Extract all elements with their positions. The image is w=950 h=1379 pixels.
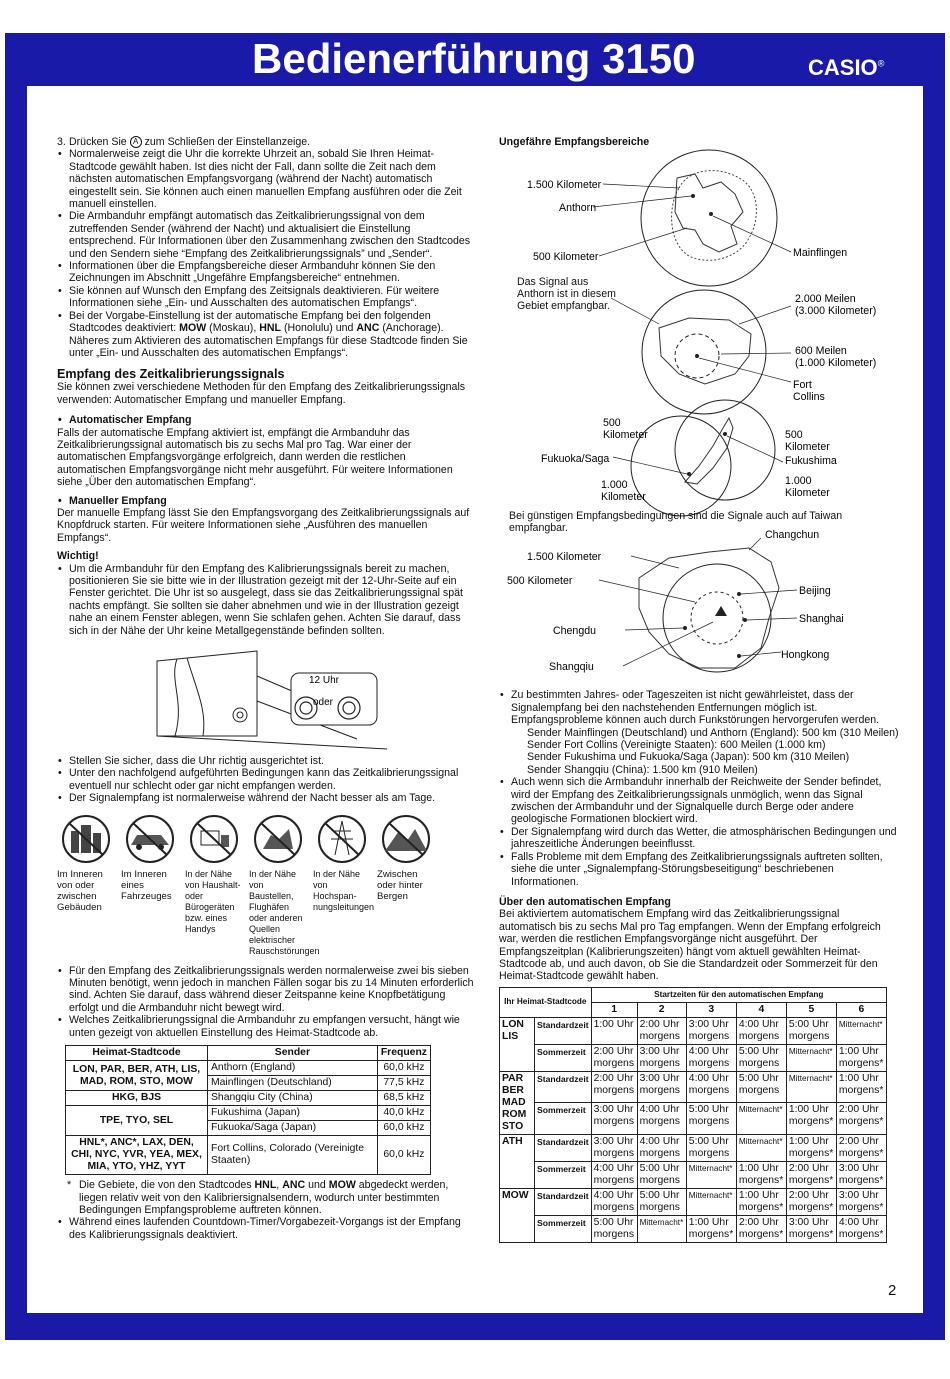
bullet-distances: • Zu bestimmten Jahres- oder Tageszeiten ist nicht gewährleistet, dass der Signalempfang bei den nachstehenden Entfernungen möglich ist. Empfangsprobleme können auch durch Funkstörungen hervorgerufen werden. [499,689,899,726]
cell-time: 4:00 Uhr morgens [736,1017,786,1044]
cell-time: 3:00 Uhr morgens* [836,1188,886,1215]
label-12-uhr: 12 Uhr [309,675,340,687]
taiwan-note: Bei günstigen Empfangsbedingungen sind die Signale auch auf Taiwan empfangbar. [509,510,843,535]
label-500b-unit: Kilometer [785,441,830,454]
cell-time: Mitternacht* [637,1215,686,1242]
code-anc: ANC [282,1179,306,1192]
construction-icon [249,813,307,865]
bullet-item: • Für den Empfang des Zeitkalibrierungssignals werden normalerweise zwei bis sieben Minuten benötigt, wenn jedoch in manchen Fällen sogar bis zu 14 Minuten erforderlich sind. Achten Sie darauf, dass während dieser Zeitspanne keine Knopfbetätigung erfolgt und die Armbanduhr nicht bewegt wird. [57,965,475,1015]
window-illustration [57,641,475,753]
cell-city: HNL*, ANC*, LAX, DEN, CHI, NYC, YVR, YEA, MEX, MIA, YTO, YHZ, YYT [66,1136,208,1175]
col-header: 5 [786,1002,836,1017]
cell-time: 2:00 Uhr morgens [637,1017,686,1044]
th-start-times: Startzeiten für den automatischen Empfang [591,987,886,1002]
cell-time: 5:00 Uhr morgens [591,1215,637,1242]
label-fort: Fort [793,379,812,392]
cell-time: 4:00 Uhr morgens [591,1188,637,1215]
cell-city: TPE, TYO, SEL [66,1106,208,1136]
interference-label: Zwischen oder hinter Bergen [377,868,423,902]
label-1000b: 1.000 [785,475,812,488]
label-1000a-unit: Kilometer [601,491,646,504]
cell-time-type: Sommerzeit [535,1161,592,1188]
code-hnl: HNL [259,322,281,335]
bullet-item: • Welches Zeitkalibrierungssignal die Armbanduhr zu empfangen versucht, hängt wie unten gezeigt von aktuellen Einstellung des Heimat-Stadtcode ab. [57,1014,475,1039]
window-shape [157,651,257,736]
bullet-item: • Normalerweise zeigt die Uhr die korrekte Uhrzeit an, sobald Sie Ihren Heimat-Stadtcode gewählt haben. Ist dies nicht der Fall, dann sollte die Zeit nach dem nächsten automatischen Empfangsvorgang (während der Nacht) automatisch eingestellt sein. Sie können auch einen manuellen Empfang ausführen oder die Zeit manuell einstellen. [57,148,475,210]
cell-city: PAR BER MAD ROM STO [500,1071,535,1134]
cell-time: Mitternacht* [686,1161,736,1188]
content-area [27,86,923,1313]
cell-sender: Shangqiu City (China) [208,1091,378,1106]
cell-freq: 77,5 kHz [377,1076,430,1091]
sender-range-item: Sender Mainflingen (Deutschland) und Anthorn (England): 500 km (310 Meilen) [527,726,899,739]
cell-freq: 60,0 kHz [377,1121,430,1136]
cell-time: 4:00 Uhr morgens [686,1044,736,1071]
cell-time: 4:00 Uhr morgens [637,1103,686,1135]
cell-sender: Fort Collins, Colorado (Vereinigte Staaten) [208,1136,378,1175]
table-row [500,1071,887,1103]
time-bullets [57,965,475,1039]
cell-time: 2:00 Uhr morgens* [736,1215,786,1242]
step-3 [57,136,475,148]
page-number: 2 [888,1282,897,1299]
cell-time: 1:00 Uhr morgens* [686,1215,736,1242]
cell-city: HKG, BJS [66,1091,208,1106]
cell-time: 3:00 Uhr morgens* [836,1161,886,1188]
para-empfang: Sie können zwei verschiedene Methoden für den Empfang des Zeitkalibrierungssignals verwenden: Automatischer Empfang und manueller Empfang. [57,381,466,406]
bullet-item: • Informationen über die Empfangsbereiche dieser Armbanduhr können Sie den Zeichnungen im Abschnitt „Ungefähre Empfangsbereiche“ entnehmen. [57,260,475,285]
text: (Honolulu) und [283,322,354,335]
cell-time-type: Standardzeit [535,1071,592,1103]
cell-time: 3:00 Uhr morgens [591,1103,637,1135]
interference-label: In der Nähe von Hochspan-nungsleitungen [313,868,375,912]
step-text-post: zum Schließen der Einstellanzeige. [144,136,311,148]
bullet-item: • Auch wenn sich die Armbanduhr innerhalb der Reichweite der Sender befindet, wird der Empfang des Zeitkalibrierungssignals unmöglich, wenn das Signal zwischen der Armbanduhr und der Signalquelle durch Berge oder andere geologische Formationen blockiert wird. [499,776,899,826]
label-500km-cn: 500 Kilometer [507,575,573,588]
cell-time: Mitternacht* [686,1188,736,1215]
step-number: 3. [57,136,66,148]
cell-time: 1:00 Uhr morgens* [786,1103,836,1135]
code-hnl: HNL [254,1179,277,1192]
interference-label: Im Inneren von oder zwischen Gebäuden [57,868,103,913]
interference-icons [57,813,475,865]
cell-time: Mitternacht* [736,1103,786,1135]
label-500a: 500 [603,417,621,430]
col-header: 6 [836,1002,886,1017]
logo-text: CASIO [808,55,878,80]
cell-city: LON LIS [500,1017,535,1071]
cell-time: 4:00 Uhr morgens [637,1134,686,1161]
cell-time: 1:00 Uhr morgens* [736,1161,786,1188]
cell-time-type: Sommerzeit [535,1215,592,1242]
label-600mi: 600 Meilen [795,345,847,358]
para-auto: Falls der automatische Empfang aktiviert ist, empfängt die Armbanduhr das Zeitkalibrierungssignal automatisch bis zu sechs Mal pro Tag. War einer der automatischen Empfangsvorgänge erfolgreich, dann werden die restlichen automatischen Empfangsvorgänge nicht mehr ausgeführt. Für weitere Informationen siehe „Über den automatischen Empfang“. [57,426,453,489]
bullet-countdown: • Während eines laufenden Countdown-Timer/Vorgabezeit-Vorgangs ist der Empfang des Kalibrierungssignals deaktiviert. [57,1216,475,1241]
page-title: Bedienerführung 3150 [252,35,696,82]
code-mow: MOW [328,1179,356,1192]
label-beijing: Beijing [799,585,831,598]
right-column [499,136,899,1243]
condition-bullets [57,755,475,805]
interference-labels [57,869,475,957]
schedule-table [499,987,887,1243]
label-oder: oder [313,697,334,709]
cell-city: ATH [500,1134,535,1188]
appliance-icon [185,813,243,865]
heading-bereiche: Ungefähre Empfangsbereiche [499,136,650,148]
power-line-icon [313,813,371,865]
cell-freq: 68,5 kHz [377,1091,430,1106]
label-500a-unit: Kilometer [603,429,648,442]
curtain-shape [175,659,179,736]
label-1000km: (1.000 Kilometer) [795,357,877,370]
label-hongkong: Hongkong [781,649,830,662]
cell-time: 1:00 Uhr morgens* [836,1071,886,1103]
cell-time: 5:00 Uhr morgens [736,1044,786,1071]
europe-map [527,150,847,286]
label-1500km-cn: 1.500 Kilometer [527,551,602,564]
cell-time: 3:00 Uhr morgens [591,1134,637,1161]
cell-time: 1:00 Uhr morgens* [836,1044,886,1071]
bullet-item: • Der Signalempfang ist normalerweise während der Nacht besser als am Tage. [57,792,475,804]
table-row [500,1103,887,1135]
cell-time: 5:00 Uhr morgens [637,1188,686,1215]
col-header: 1 [591,1002,637,1017]
watch-small-icon [233,708,247,722]
th-freq: Frequenz [377,1046,430,1061]
cell-time: 2:00 Uhr morgens* [836,1103,886,1135]
th-home-city: Ihr Heimat-Stadtcode [500,987,592,1017]
cell-time: 5:00 Uhr morgens [686,1134,736,1161]
cell-time: Mitternacht* [836,1017,886,1044]
bullet-item: • Der Signalempfang wird durch das Wetter, die atmosphärischen Bedingungen und jahreszeitliche Änderungen beeinflusst. [499,826,899,851]
label-mainflingen: Mainflingen [793,247,848,260]
heading-auto: • Automatischer Empfang [57,414,475,426]
car-icon [121,813,179,865]
logo-mark: ® [877,58,885,69]
table-row [66,1061,431,1076]
text: und [308,1179,326,1192]
code-anc: ANC [356,322,380,335]
cell-freq: 40,0 kHz [377,1106,430,1121]
mountain-icon [377,813,435,865]
bullet-wichtig: • Um die Armbanduhr für den Empfang des Kalibrierungssignals bereit zu machen, positionieren Sie sie bitte wie in der Illustration gezeigt mit der 12-Uhr-Seite auf ein Fenster gerichtet. Die Uhr ist so ausgelegt, dass sie das Zeitkalibrierungssignal spät nachts empfängt. Sie sollten sie daher abnehmen und wie in der Illustration gezeigt nahe an einem Fenster ablegen, wenn Sie schlafen gehen. Achten Sie darauf, dass sich in der Nähe der Uhr keine Metallgegenstände befinden sollten. [57,563,475,637]
a-button-icon: A [130,136,142,148]
cell-time: 4:00 Uhr morgens [591,1161,637,1188]
cell-time-type: Standardzeit [535,1134,592,1161]
cell-time-type: Standardzeit [535,1017,592,1044]
table-row [500,1044,887,1071]
label-2000mi: 2.000 Meilen [795,293,856,306]
building-icon [57,813,115,865]
cell-city: MOW [500,1188,535,1242]
bullet-item: • Sie können auf Wunsch den Empfang des Zeitsignals deaktivieren. Für weitere Informationen siehe „Ein- und Ausschalten des automatischen Empfangs“. [57,285,475,310]
label-changchun: Changchun [765,529,820,542]
label-collins: Collins [793,391,825,404]
bullet-item: • Die Armbanduhr empfängt automatisch das Zeitkalibrierungssignal von dem zutreffenden Sender (während der Nacht) und aktualisiert die Einstellung entsprechend. Für Informationen über den Zusammenhang zwischen den Stadtcodes und den Sendern siehe “Empfang des Zeitkalibrierungssignals” und „Sender“. [57,210,475,260]
col-header: 2 [637,1002,686,1017]
bullet-item: • Unter den nachfolgend aufgeführten Bedingungen kann das Zeitkalibrierungssignal eventuell nur schlecht oder gar nicht empfangen werden. [57,767,475,792]
bullet-disabled-codes [57,310,475,360]
footnote-mark: * [67,1179,72,1192]
cell-time: 5:00 Uhr morgens [786,1017,836,1044]
table-row [66,1136,431,1175]
sender-range-item: Sender Fukushima und Fukuoka/Saga (Japan): 500 km (310 Meilen) [527,751,850,764]
col-header: 3 [686,1002,736,1017]
us-map [517,276,876,414]
label-500b: 500 [785,429,803,442]
text: , [276,1179,280,1192]
cell-time: 2:00 Uhr morgens* [836,1134,886,1161]
cell-time: 5:00 Uhr morgens [736,1071,786,1103]
reception-bullets [499,776,899,888]
text: Die Gebiete, die von den Stadtcodes [79,1179,252,1192]
label-fukushima: Fukushima [785,455,837,468]
label-500km: 500 Kilometer [533,251,599,264]
label-anthorn-note: Das Signal aus Anthorn ist in diesem Gebiet empfangbar. [517,276,616,313]
intro-bullets [57,148,475,309]
cell-sender: Anthorn (England) [208,1061,378,1076]
interference-label: Im Inneren eines Fahrzeuges [121,868,172,902]
heading-wichtig: Wichtig! [57,550,99,563]
reception-maps [499,148,899,693]
label-1000b-unit: Kilometer [785,487,830,500]
para-auto-empfang: Bei aktiviertem automatischem Empfang wird das Zeitkalibrierungssignal automatisch bis zu sechs Mal pro Tag empfangen. Wenn der Empfang erfolgreich war, werden die restlichen Empfangsvorgänge nicht ausgeführt. Der Empfangszeitplan (Kalibrierungszeiten) hängt vom aktuell gewählten Heimat-Stadtcode ab, und auch davon, ob Sie die Standardzeit oder Sommerzeit für den Heimat-Stadtcode gewählt haben. [499,908,881,983]
label-anthorn: Anthorn [559,202,597,215]
para-manual: Der manuelle Empfang lässt Sie den Empfangsvorgang des Zeitkalibrierungssignals auf Knopfdruck starten. Für weitere Informationen siehe „Ausführen des manuellen Empfangs“. [57,506,470,544]
th-sender: Sender [208,1046,378,1061]
heading-empfang: Empfang des Zeitkalibrierungssignals [57,367,285,382]
cell-time-type: Sommerzeit [535,1103,592,1135]
schedule-body [500,1017,887,1242]
cell-sender: Fukushima (Japan) [208,1106,378,1121]
cell-time: 4:00 Uhr morgens* [836,1215,886,1242]
footnote [57,1179,475,1216]
japan-map [541,400,837,516]
text: abgedeckt werden, liegen relativ weit von den Kalibriersignalsendern, wodurch unter bestimmten Bedingungen Empfangsprobleme auftreten können. [79,1179,449,1216]
cell-time-type: Sommerzeit [535,1044,592,1071]
cell-time: 5:00 Uhr morgens [637,1161,686,1188]
cell-sender: Fukuoka/Saga (Japan) [208,1121,378,1136]
table-row [500,1134,887,1161]
cell-time: Mitternacht* [736,1134,786,1161]
cell-freq: 60,0 kHz [377,1061,430,1076]
cell-time: 3:00 Uhr morgens [637,1071,686,1103]
china-map [507,529,844,673]
code-mow: MOW [179,322,207,335]
label-chengdu: Chengdu [553,625,597,638]
sender-range-item: Sender Fort Collins (Vereinigte Staaten): 600 Meilen (1.000 km) [527,739,826,752]
cell-time: 2:00 Uhr morgens* [786,1161,836,1188]
cell-time: 2:00 Uhr morgens* [786,1188,836,1215]
table-row [500,1161,887,1188]
cell-city: LON, PAR, BER, ATH, LIS, MAD, ROM, STO, MOW [66,1061,208,1091]
left-column [57,136,475,1241]
text: Bei der Vorgabe-Einstellung ist der automatische Empfang bei den folgenden Stadtcodes deaktiviert: [69,309,431,335]
table-row [500,1188,887,1215]
table-row [500,1017,887,1044]
col-header: 4 [736,1002,786,1017]
label-1500km: 1.500 Kilometer [527,179,602,192]
sender-range-item: Sender Shangqiu (China): 1.500 km (910 Meilen) [527,763,758,776]
interference-label: In der Nähe von Haushalt- oder Bürogeräten bzw. eines Handys [185,868,241,934]
heading-manual: • Manueller Empfang [57,495,475,507]
label-shanghai: Shanghai [799,613,844,626]
sender-ranges [499,727,899,777]
bullet-item: • Stellen Sie sicher, dass die Uhr richtig ausgerichtet ist. [57,755,475,767]
text: (Anchorage). Näheres zum Aktivieren des automatischen Empfangs für diese Stadtcode finden Sie unter „Ein- und Ausschalten des automatischen Empfangs“. [69,322,468,359]
casio-logo [808,55,884,81]
interference-label: In der Nähe von Baustellen, Flughäfen oder anderen Quellen elektrischer Rauschstörungen [249,868,320,956]
heading-auto-empfang: Über den automatischen Empfang [499,895,671,908]
cell-time-type: Standardzeit [535,1188,592,1215]
cell-time: 5:00 Uhr morgens [686,1103,736,1135]
cell-time: Mitternacht* [786,1071,836,1103]
cell-time: 1:00 Uhr [591,1017,637,1044]
cell-time: 2:00 Uhr morgens [591,1044,637,1071]
cell-time: 3:00 Uhr morgens [637,1044,686,1071]
cell-sender: Mainflingen (Deutschland) [208,1076,378,1091]
table-row [66,1091,431,1106]
cell-freq: 60,0 kHz [377,1136,430,1175]
text: (Moskau), [209,322,257,335]
label-1000a: 1.000 [601,479,628,492]
sender-table [65,1045,431,1175]
cell-time: 3:00 Uhr morgens* [786,1215,836,1242]
cell-time: 1:00 Uhr morgens* [786,1134,836,1161]
cell-time: 1:00 Uhr morgens* [736,1188,786,1215]
table-row [500,1215,887,1242]
bullet-item: • Falls Probleme mit dem Empfang des Zeitkalibrierungssignals auftreten sollten, siehe die unter „Signalempfang-Störungsbeseitigung“ beschriebenen Informationen. [499,851,899,888]
cell-time: 4:00 Uhr morgens [686,1071,736,1103]
cell-time: Mitternacht* [786,1044,836,1071]
label-3000km: (3.000 Kilometer) [795,305,877,318]
label-shangqiu: Shangqiu [549,661,594,674]
step-text-pre: Drücken Sie [69,136,127,148]
label-fukuoka: Fukuoka/Saga [541,453,610,466]
table-row [66,1106,431,1121]
cell-time: 3:00 Uhr morgens [686,1017,736,1044]
cell-time: 2:00 Uhr morgens [591,1071,637,1103]
th-city: Heimat-Stadtcode [66,1046,208,1061]
